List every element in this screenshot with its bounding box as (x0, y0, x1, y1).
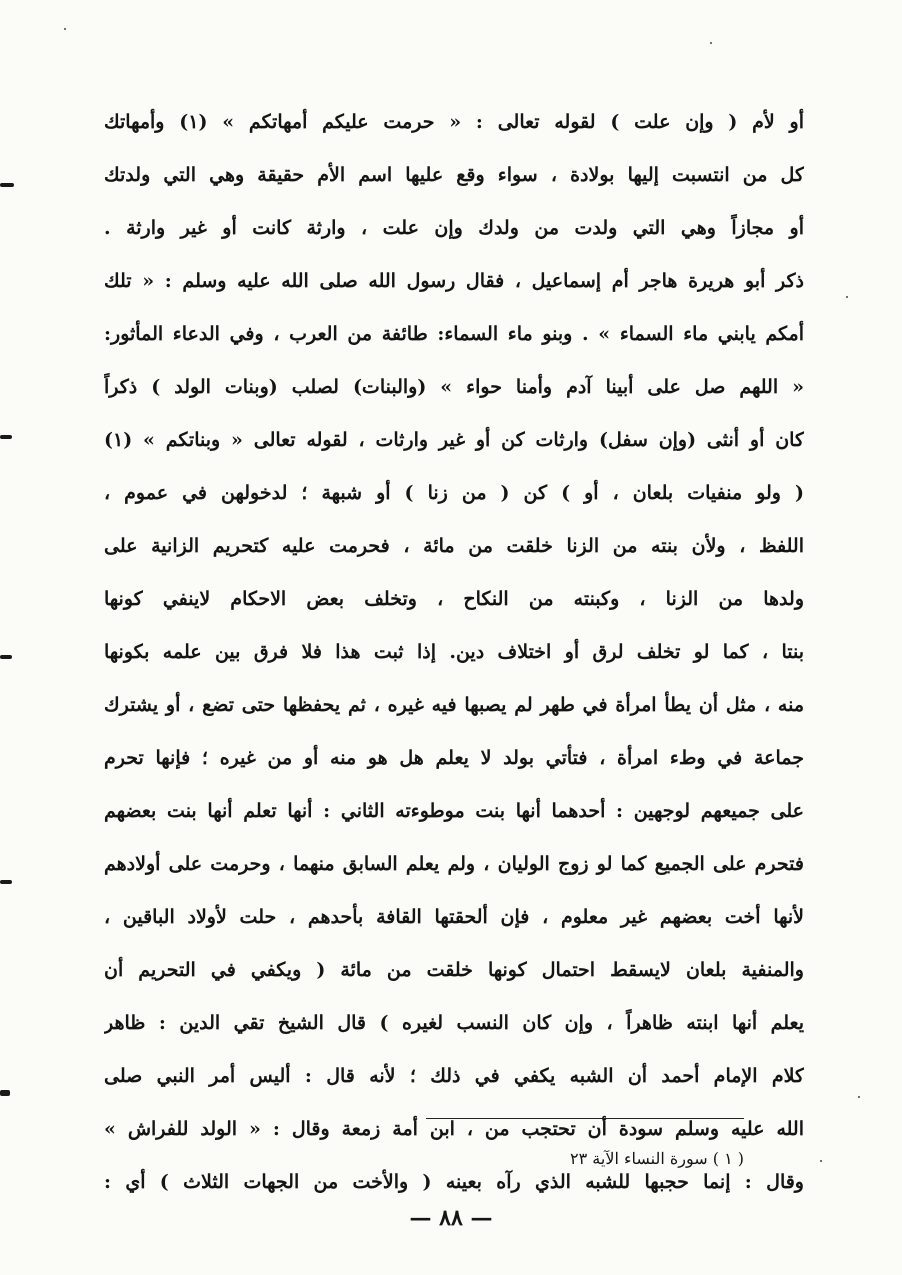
text-line-3: أو مجازاً وهي التي ولدت من ولدك وإن علت ، وارثة كانت أو غير وارثة . (104, 217, 804, 239)
scan-edge-mark (0, 1090, 10, 1096)
text-line-17: والمنفية بلعان لايسقط احتمال كونها خلقت من مائة ( ويكفي في التحريم أن (104, 959, 804, 981)
text-line-4: ذكر أبو هريرة هاجر أم إسماعيل ، فقال رسول الله صلى الله عليه وسلم : « تلك (104, 270, 804, 292)
text-line-11: بنتا ، كما لو تخلف لرق أو اختلاف دين. إذا ثبت هذا فلا فرق بين علمه بكونها (104, 641, 804, 663)
text-line-18: يعلم أنها ابنته ظاهراً ، وإن كان النسب لغيره ) قال الشيخ تقي الدين : ظاهر (104, 1012, 804, 1034)
text-line-7: كان أو أنثى (وإن سفل) وارثات كن أو غير وارثات ، لقوله تعالى « وبناتكم » (١) (104, 429, 804, 451)
footnote-divider (426, 1118, 744, 1119)
text-line-19: كلام الإمام أحمد أن الشبه يكفي في ذلك ؛ لأنه قال : أليس أمر النبي صلى (104, 1065, 804, 1087)
scan-speck (820, 1160, 822, 1162)
text-line-16: لأنها أخت بعضهم غير معلوم ، فإن ألحقتها القافة بأحدهم ، حلت لأولاد الباقين ، (104, 906, 804, 928)
scan-speck (858, 1096, 860, 1098)
text-line-20: الله عليه وسلم سودة أن تحتجب من ، ابن أمة زمعة وقال : « الولد للفراش » (104, 1118, 804, 1140)
text-line-10: ولدها من الزنا ، وكبنته من النكاح ، وتخلف بعض الاحكام لاينفي كونها (104, 588, 804, 610)
scan-speck (846, 296, 848, 298)
scan-speck (64, 28, 66, 30)
text-line-5: أمكم يابني ماء السماء » . وبنو ماء السماء: طائفة من العرب ، وفي الدعاء المأثور: (104, 323, 804, 345)
scan-edge-mark (0, 655, 12, 659)
scan-speck (710, 42, 712, 44)
page-number: — ٨٨ — (409, 1205, 493, 1231)
text-line-1: أو لأم ( وإن علت ) لقوله تعالى : « حرمت عليكم أمهاتكم » (١) وأمهاتك (104, 111, 804, 133)
text-line-6: « اللهم صل على أبينا آدم وأمنا حواء » (والبنات) لصلب (وبنات الولد ) ذكراً (104, 376, 804, 398)
footnote: ( ١ ) سورة النساء الآية ٢٣ (570, 1149, 744, 1168)
text-line-9: اللفظ ، ولأن بنته من الزنا خلقت من مائة ، فحرمت عليه كتحريم الزانية على (104, 535, 804, 557)
text-line-2: كل من انتسبت إليها بولادة ، سواء وقع عليها اسم الأم حقيقة وهي التي ولدتك (104, 164, 804, 186)
scan-edge-mark (0, 435, 12, 439)
main-text-block (104, 96, 804, 1209)
scan-edge-mark (0, 880, 12, 884)
text-line-21: وقال : إنما حجبها للشبه الذي رآه بعينه ( والأخت من الجهات الثلاث ) أي : (104, 1171, 804, 1193)
text-line-13: جماعة في وطء امرأة ، فتأتي بولد لا يعلم هل هو منه أو من غيره ؛ فإنها تحرم (104, 747, 804, 769)
scan-edge-mark (0, 183, 14, 187)
text-line-14: على جميعهم لوجهين : أحدهما أنها بنت موطوءته الثاني : أنها تعلم أنها بنت بعضهم (104, 800, 804, 822)
text-line-8: ( ولو منفيات بلعان ، أو ) كن ( من زنا ) أو شبهة ؛ لدخولهن في عموم ، (104, 482, 804, 504)
text-line-15: فتحرم على الجميع كما لو زوج الوليان ، ولم يعلم السابق منهما ، وحرمت على أولادهم (104, 853, 804, 875)
text-line-12: منه ، مثل أن يطأ امرأة في طهر لم يصبها فيه غيره ، ثم يحفظها حتى تضع ، أو يشترك (104, 694, 804, 716)
